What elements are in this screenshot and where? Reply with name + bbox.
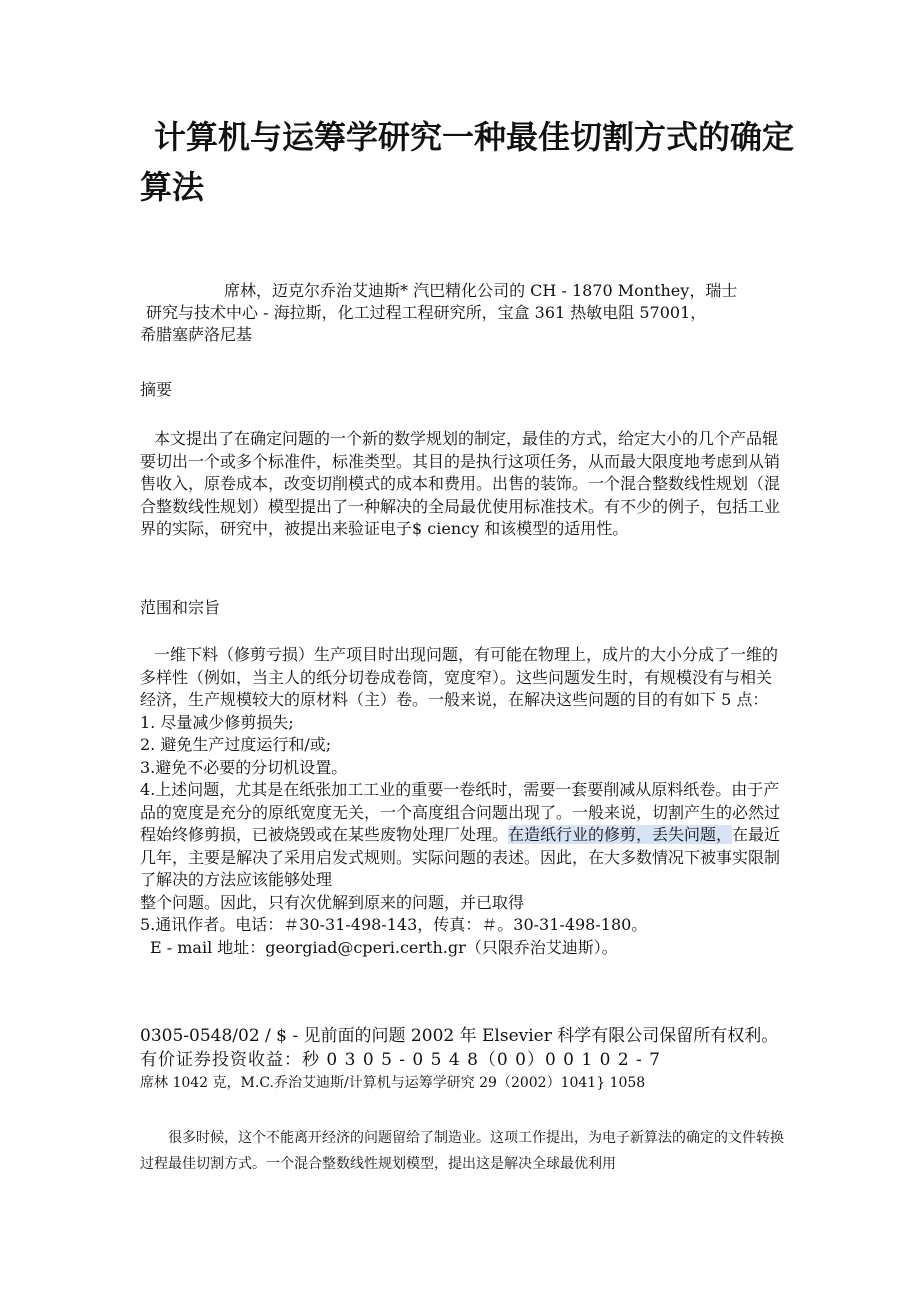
abstract-heading: 摘要 (140, 380, 173, 399)
abstract-paragraph (140, 428, 785, 541)
highlighted-text: 在造纸行业的修剪，丢失问题， (508, 825, 733, 844)
author-line-1: 席林，迈克尔乔治艾迪斯* 汽巴精化公司的 CH - 1870 Monthey，瑞士 (224, 281, 738, 300)
scope-section (140, 644, 785, 959)
scope-item-5: 5.通讯作者。电话：＃30-31-498-143，传真：＃。30-31-498-180。 (140, 915, 648, 934)
scope-item-3: 3.避免不必要的分切机设置。 (140, 757, 348, 777)
scope-item-2: 2. 避免生产过度运行和/或; (140, 735, 332, 754)
running-header-line: 席林 1042 克，M.C.乔治艾迪斯/计算机与运筹学研究 29（2002）1041} 1058 (140, 1075, 646, 1091)
document-title (140, 112, 800, 212)
scope-item-4-text-b: 在最近几年，主要是解决了采用启发式规则。实际问题的表述。因此，在大多数情况下被事实限制了解决的方法应该能够处理 (140, 825, 781, 889)
closing-paragraph (140, 1125, 785, 1177)
scope-item-1: 1. 尽量减少修剪损失; (140, 712, 294, 732)
scope-intro: 一维下料（修剪亏损）生产项目时出现问题，有可能在物理上，成片的大小分成了一维的多样性（例如，当主人的纸分切卷成卷筒，宽度窄）。这些问题发生时，有规模没有与相关经济，生产规模较大的原材料（主）卷。一般来说，在解决这些问题的目的有如下 5 点： (140, 645, 779, 709)
scope-item-4-text-a: 4.上述问题，尤其是在纸张加工工业的重要一卷纸时，需要一套要削减从原料纸卷。由于产品的宽度是充分的原纸宽度无关，一个高度组合问题出现了。一般来说，切割产生的必然过程始终修剪损，已被烧毁或在某些废物处理厂处理。 (140, 780, 781, 844)
author-line-3: 希腊塞萨洛尼基 (140, 325, 253, 344)
publication-reference (140, 1024, 800, 1094)
copyright-line: 0305-0548/02 / $ - 见前面的问题 2002 年 Elsevier 科学有限公司保留所有权利。 (140, 1026, 779, 1046)
title-text: 计算机与运筹学研究一种最佳切割方式的确定算法 (140, 118, 795, 206)
abstract-text: 本文提出了在确定问题的一个新的数学规划的制定，最佳的方式，给定大小的几个产品辊要切出一个或多个标准件，标准类型。其目的是执行这项任务，从而最大限度地考虑到从销售收入，原卷成本，改变切削模式的成本和费用。出售的装饰。一个混合整数线性规划（混合整数线性规划）模型提出了一种解决的全局最优使用标准技术。有不少的例子，包括工业界的实际，研究中，被提出来验证电子$ ciency 和该模型的适用性。 (140, 429, 781, 538)
scope-whole-problem-line: 整个问题。因此，只有次优解到原来的问题，并已取得 (140, 892, 525, 912)
author-line-2: 研究与技术中心 - 海拉斯，化工过程工程研究所，宝盒 361 热敏电阻 57001， (146, 303, 707, 322)
closing-text: 很多时候，这个不能离开经济的问题留给了制造业。这项工作提出，为电子新算法的确定的文件转换过程最佳切割方式。一个混合整数线性规划模型，提出这是解决全球最优利用 (140, 1130, 784, 1172)
scope-heading: 范围和宗旨 (140, 598, 221, 617)
scope-item-4 (140, 779, 785, 892)
email-line: E - mail 地址：georgiad@cperi.certh.gr（只限乔治艾迪斯）。 (150, 937, 618, 957)
author-affiliations (140, 280, 790, 346)
pii-line: 有价证券投资收益：秒 0 3 0 5 - 0 5 4 8（0 0）0 0 1 0 2 - 7 (140, 1050, 662, 1070)
